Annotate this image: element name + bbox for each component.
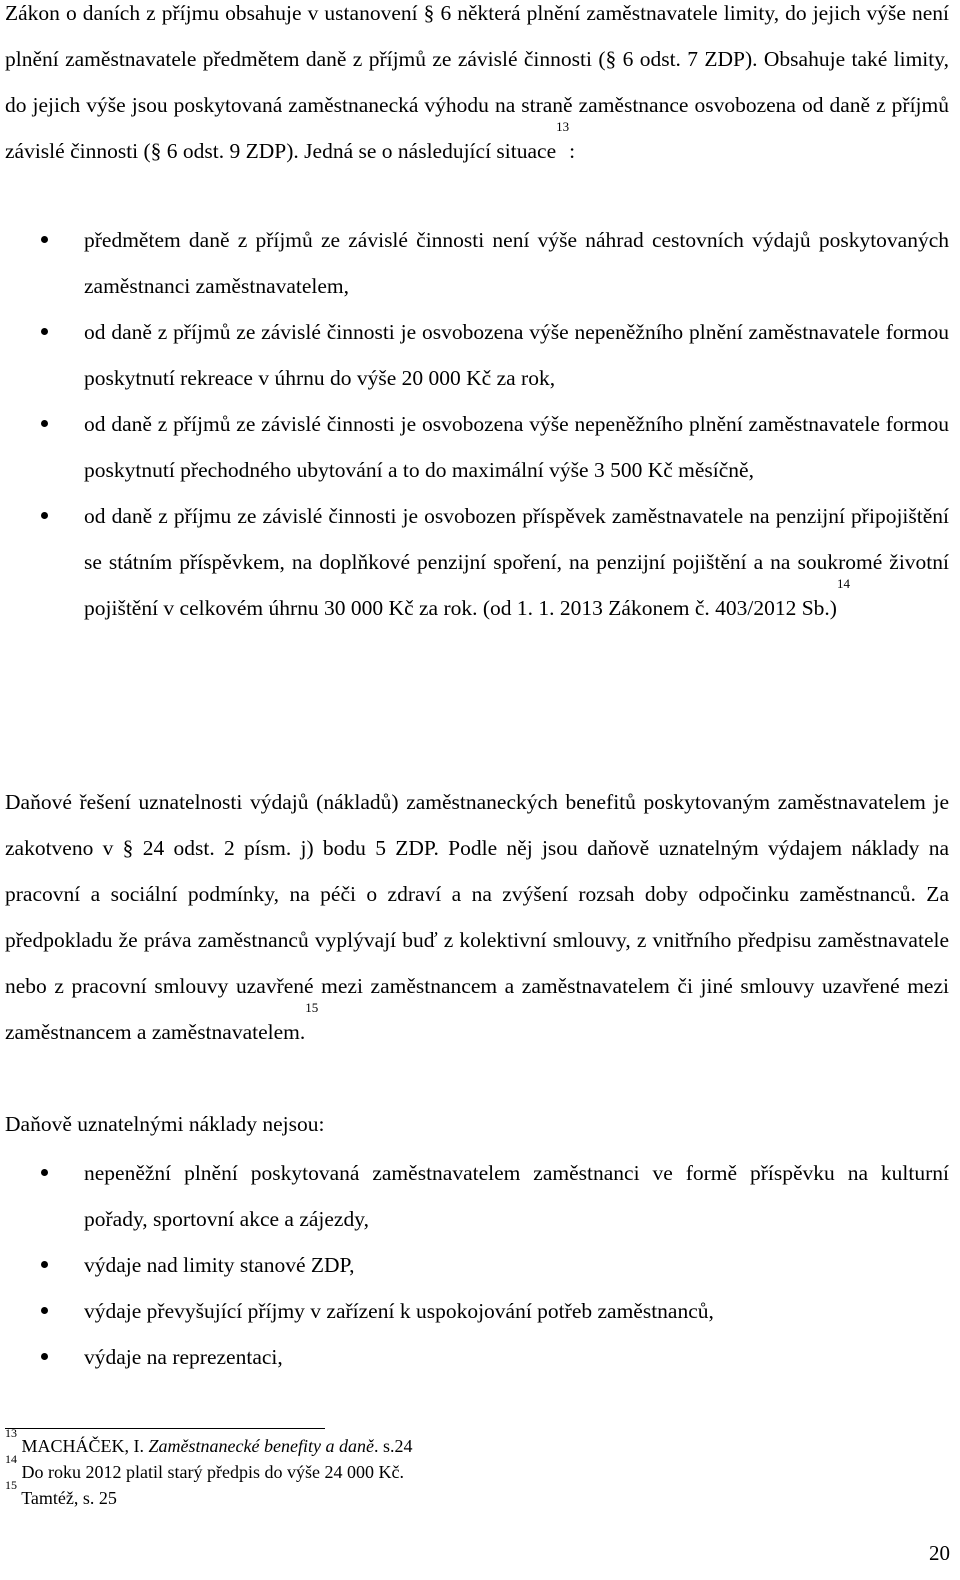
- footnote-text: Do roku 2012 platil starý předpis do výše 24 000 Kč.: [21, 1462, 404, 1482]
- list-item-text: od daně z příjmu ze závislé činnosti je osvobozen příspěvek zaměstnavatele na penzijní připojištění se státním příspěvkem, na doplňkové penzijní spoření, na penzijní pojištění a na soukromé životní pojištění v celkovém úhrnu 30 000 Kč za rok. (od 1. 1. 2013 Zákonem č. 403/2012 Sb.): [84, 504, 949, 620]
- list-item-text: výdaje na reprezentaci,: [84, 1345, 283, 1369]
- list-item: [0, 1334, 949, 1380]
- list-item: [0, 1288, 949, 1334]
- footnote: [5, 1452, 905, 1485]
- bullet-icon: [41, 1169, 48, 1176]
- footnote-number: 13: [5, 1426, 17, 1440]
- list-item-text: od daně z příjmů ze závislé činnosti je osvobozena výše nepeněžního plnění zaměstnavatele formou poskytnutí přechodného ubytování a to do maximální výše 3 500 Kč měsíčně,: [84, 412, 949, 482]
- list-item-text: výdaje převyšující příjmy v zařízení k uspokojování potřeb zaměstnanců,: [84, 1299, 714, 1323]
- paragraph-tax-treatment: [5, 779, 949, 1055]
- paragraph-intro-tail: :: [569, 139, 576, 163]
- footnote-ref-13: 13: [556, 119, 570, 134]
- bullet-list-non-deductible: [0, 1150, 949, 1380]
- footnote-divider: [5, 1428, 325, 1429]
- list-item-text: předmětem daně z příjmů ze závislé činnosti není výše náhrad cestovních výdajů poskytovaných zaměstnanci zaměstnavatelem,: [84, 228, 949, 298]
- bullet-icon: [41, 236, 48, 243]
- bullet-icon: [41, 328, 48, 335]
- footnotes: [5, 1426, 905, 1511]
- list-item-text: od daně z příjmů ze závislé činnosti je osvobozena výše nepeněžního plnění zaměstnavatele formou poskytnutí rekreace v úhrnu do výše 20 000 Kč za rok,: [84, 320, 949, 390]
- list-item: [0, 309, 949, 401]
- footnote-text: Tamtéž, s. 25: [21, 1488, 117, 1508]
- list-item: [0, 401, 949, 493]
- bullet-list-limits: [0, 217, 949, 631]
- footnote-ref-15: 15: [305, 1000, 319, 1015]
- footnote-text-end: . s.24: [373, 1436, 413, 1456]
- paragraph-intro-text: Zákon o daních z příjmu obsahuje v ustanovení § 6 některá plnění zaměstnavatele limity, do jejich výše není plnění zaměstnavatele předmětem daně z příjmů ze závislé činnosti (§ 6 odst. 7 ZDP). Obsahuje také limity, do jejich výše jsou poskytovaná zaměstnanecká výhodu na straně zaměstnance osvobozena od daně z příjmů závislé činnosti (§ 6 odst. 9 ZDP). Jedná se o následující situace: [5, 1, 949, 163]
- list-item-text: nepeněžní plnění poskytovaná zaměstnavatelem zaměstnanci ve formě příspěvku na kulturní pořady, sportovní akce a zájezdy,: [84, 1161, 949, 1231]
- footnote: [5, 1478, 905, 1511]
- page-number: 20: [929, 1541, 950, 1565]
- list-item: [0, 1150, 949, 1242]
- bullet-icon: [41, 1353, 48, 1360]
- list-item-text: výdaje nad limity stanové ZDP,: [84, 1253, 355, 1277]
- list-item: [0, 217, 949, 309]
- list-item: [0, 1242, 949, 1288]
- footnote-ref-14: 14: [836, 576, 850, 591]
- paragraph-tax-treatment-text: Daňové řešení uznatelnosti výdajů (nákladů) zaměstnaneckých benefitů poskytovaným zaměstnavatelem je zakotveno v § 24 odst. 2 písm. j) bodu 5 ZDP. Podle něj jsou daňově uznatelným výdajem náklady na pracovní a sociální podmínky, na péči o zdraví a na zvýšení rozsah doby odpočinku zaměstnanců. Za předpokladu že práva zaměstnanců vyplývají buď z kolektivní smlouvy, z vnitřního předpisu zaměstnavatele nebo z pracovní smlouvy uzavřené mezi zaměstnancem a zaměstnavatelem či jiné smlouvy uzavřené mezi zaměstnancem a zaměstnavatelem.: [5, 790, 949, 1044]
- footnote: [5, 1426, 905, 1459]
- footnote-number: 14: [5, 1452, 17, 1466]
- paragraph-intro: [5, 0, 949, 174]
- footnote-title: Zaměstnanecké benefity a daně: [148, 1436, 374, 1456]
- paragraph-non-deductible-text: Daňově uznatelnými náklady nejsou:: [5, 1112, 325, 1136]
- bullet-icon: [41, 420, 48, 427]
- list-item: [0, 493, 949, 631]
- bullet-icon: [41, 1307, 48, 1314]
- bullet-icon: [41, 1261, 48, 1268]
- footnote-number: 15: [5, 1478, 17, 1492]
- paragraph-non-deductible-heading: [5, 1101, 949, 1147]
- footnote-text: MACHÁČEK, I.: [21, 1436, 149, 1456]
- bullet-icon: [41, 512, 48, 519]
